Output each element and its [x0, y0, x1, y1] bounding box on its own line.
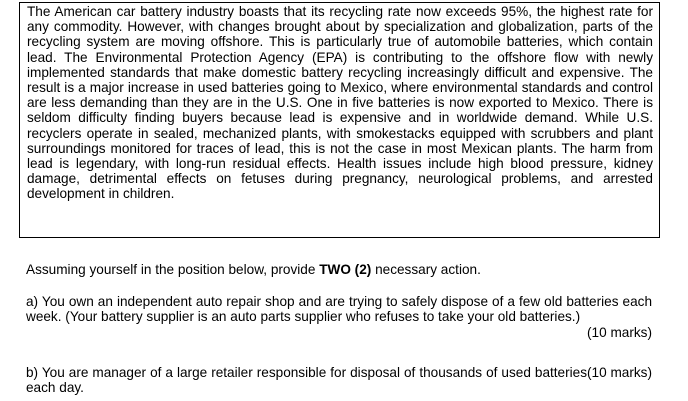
- question-b: [26, 365, 652, 396]
- case-passage-box: [19, 2, 660, 238]
- question-b-text: b) You are manager of a large retailer responsible for disposal of thousands of used batteries each day.: [26, 365, 588, 396]
- question-a-marks: (10 marks): [587, 324, 652, 340]
- question-b-marks: (10 marks): [587, 365, 652, 380]
- question-a-text: a) You own an independent auto repair shop and are trying to safely dispose of a few old batteries each week. (Your battery supplier is an auto parts supplier who refuses to take your old batteries.): [26, 294, 652, 325]
- instruction-prompt: [26, 262, 652, 277]
- prompt-emphasis: TWO (2): [319, 262, 372, 277]
- case-passage-text: The American car battery industry boasts that its recycling rate now exceeds 95%, the highest rate for any commodity. However, with changes brought about by specialization and globalization, parts of the recycling system are moving offshore. This is particularly true of automobile batteries, which contain lead. The Environmental Protection Agency (EPA) is contributing to the offshore flow with newly implemented standards that make domestic battery recycling increasingly difficult and expensive. The result is a major increase in used batteries going to Mexico, where environmental standards and control are less demanding than they are in the U.S. One in five batteries is now exported to Mexico. There is seldom difficulty finding buyers because lead is expensive and in worldwide demand. While U.S. recyclers operate in sealed, mechanized plants, with smokestacks equipped with scrubbers and plant surroundings monitored for traces of lead, this is not the case in most Mexican plants. The harm from lead is legendary, with long-run residual effects. Health issues include high blood pressure, kidney damage, detrimental effects on fetuses during pregnancy, neurological problems, and arrested development in children.: [27, 4, 653, 202]
- prompt-text-after: necessary action.: [371, 262, 481, 277]
- question-a: [26, 294, 652, 340]
- prompt-text-before: Assuming yourself in the position below, provide: [26, 262, 320, 277]
